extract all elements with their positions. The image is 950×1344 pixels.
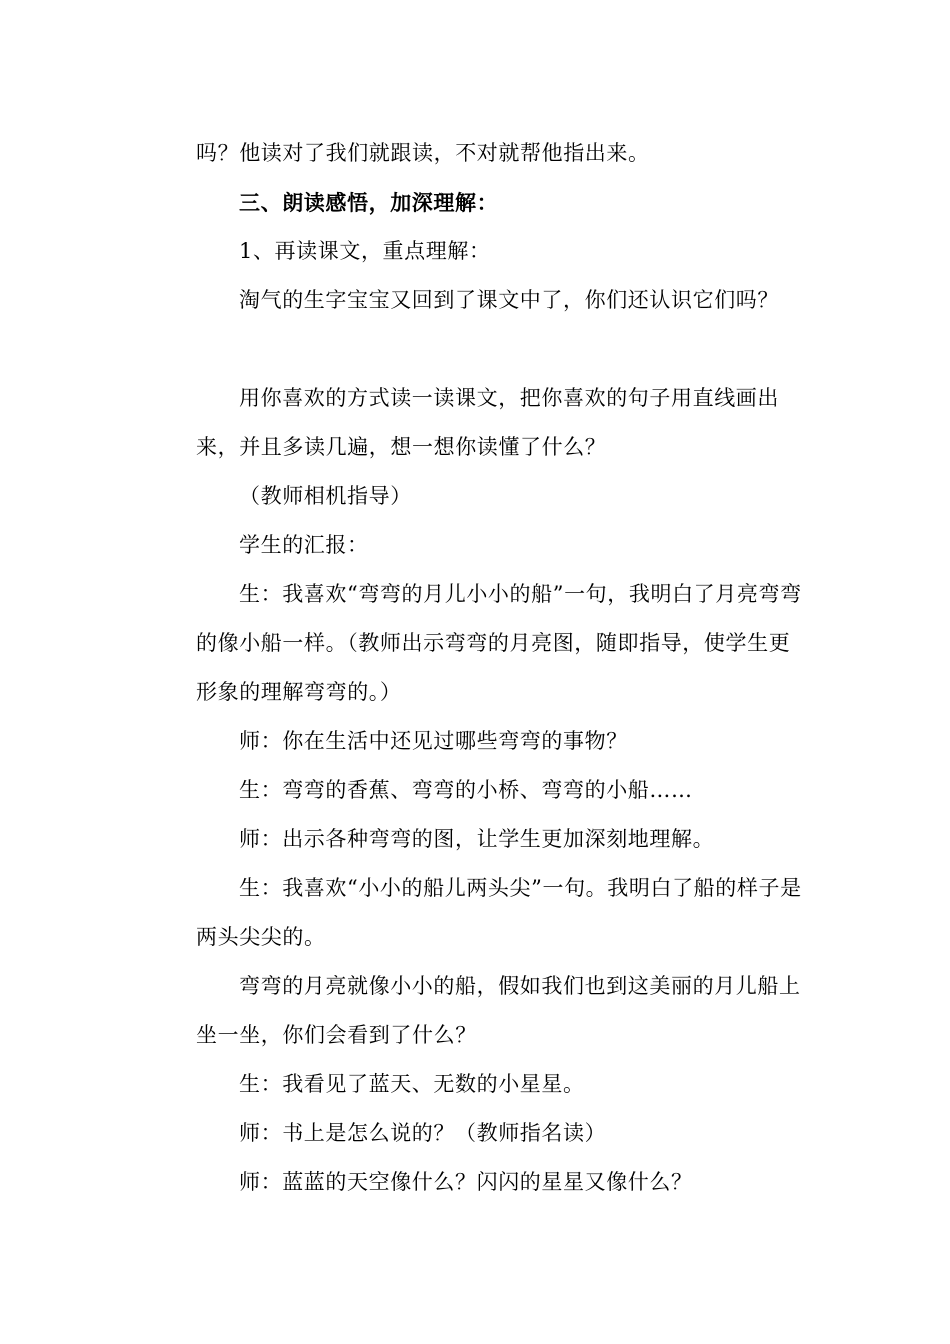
blank-line: [196, 325, 808, 374]
document-body: [196, 129, 808, 1207]
paragraph-10: 师：你在生活中还见过哪些弯弯的事物？: [239, 729, 628, 753]
paragraph-17: 师：蓝蓝的天空像什么？闪闪的星星又像什么？: [239, 1170, 693, 1194]
paragraph-14: 弯弯的月亮就像小小的船，假如我们也到这美丽的月儿船上坐一坐，你们会看到了什么？: [196, 974, 801, 1047]
section-heading: 三、朗读感悟，加深理解：: [239, 190, 499, 215]
paragraph-16: 师：书上是怎么说的？（教师指名读）: [239, 1121, 607, 1145]
paragraph-11: 生：弯弯的香蕉、弯弯的小桥、弯弯的小船……: [239, 778, 693, 802]
paragraph-15: 生：我看见了蓝天、无数的小星星。: [239, 1072, 585, 1096]
paragraph-4: 淘气的生字宝宝又回到了课文中了，你们还认识它们吗？: [239, 288, 779, 312]
paragraph-9: 生：我喜欢“弯弯的月儿小小的船”一句，我明白了月亮弯弯的像小船一样。（教师出示弯弯的月亮图，随即指导，使学生更形象的理解弯弯的。）: [196, 582, 802, 704]
paragraph-1: 吗？他读对了我们就跟读，不对就帮他指出来。: [196, 141, 650, 165]
paragraph-8: 学生的汇报：: [239, 533, 369, 557]
paragraph-12: 师：出示各种弯弯的图，让学生更加深刻地理解。: [239, 827, 715, 851]
paragraph-6: 用你喜欢的方式读一读课文，把你喜欢的句子用直线画出来，并且多读几遍，想一想你读懂了什么？: [196, 386, 779, 459]
subsection-heading: 1、再读课文，重点理解：: [239, 239, 491, 263]
paragraph-13: 生：我喜欢“小小的船儿两头尖”一句。我明白了船的样子是两头尖尖的。: [196, 876, 802, 949]
paragraph-7: （教师相机指导）: [239, 484, 412, 508]
